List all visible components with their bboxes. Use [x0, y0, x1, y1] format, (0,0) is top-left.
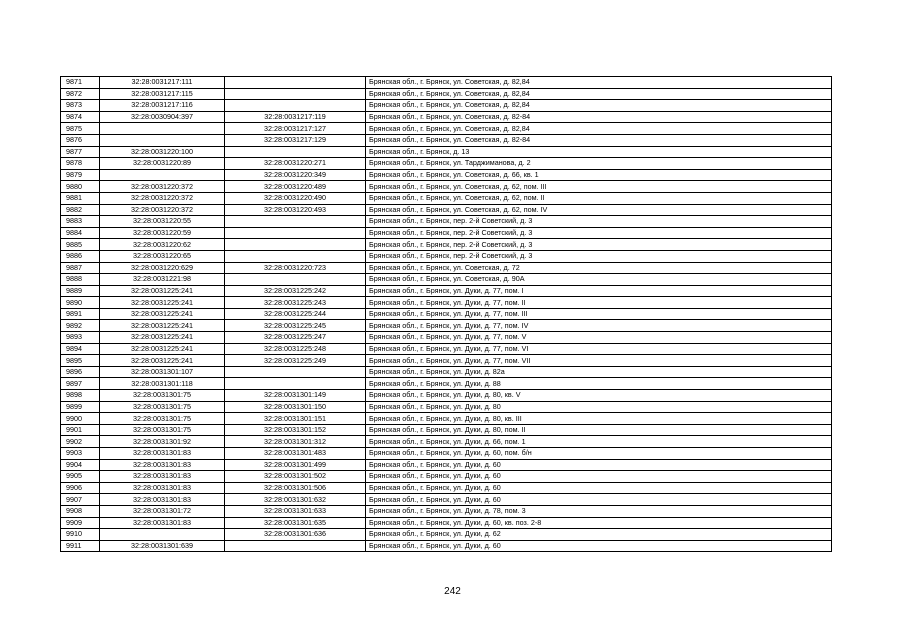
- related-cadastral-number-cell: [225, 146, 366, 158]
- table-row: [61, 540, 832, 552]
- table-row: [61, 366, 832, 378]
- cadastral-number-cell: 32:28:0031221:98: [100, 274, 225, 286]
- row-number-cell: 9886: [61, 250, 100, 262]
- row-number-cell: 9880: [61, 181, 100, 193]
- table-row: [61, 146, 832, 158]
- related-cadastral-number-cell: [225, 378, 366, 390]
- row-number-cell: 9904: [61, 459, 100, 471]
- related-cadastral-number-cell: 32:28:0031301:633: [225, 505, 366, 517]
- cadastral-number-cell: [100, 134, 225, 146]
- address-cell: Брянская обл., г. Брянск, пер. 2-й Советский, д. 3: [366, 239, 832, 251]
- cadastral-number-cell: 32:28:0031220:100: [100, 146, 225, 158]
- row-number-cell: 9897: [61, 378, 100, 390]
- cadastral-number-cell: 32:28:0031301:118: [100, 378, 225, 390]
- table-row: [61, 123, 832, 135]
- related-cadastral-number-cell: [225, 366, 366, 378]
- cadastral-number-cell: 32:28:0031217:111: [100, 77, 225, 89]
- cadastral-number-cell: 32:28:0031301:83: [100, 517, 225, 529]
- cadastral-number-cell: 32:28:0031225:241: [100, 297, 225, 309]
- row-number-cell: 9879: [61, 169, 100, 181]
- related-cadastral-number-cell: [225, 216, 366, 228]
- related-cadastral-number-cell: 32:28:0031301:632: [225, 494, 366, 506]
- row-number-cell: 9878: [61, 158, 100, 170]
- table-row: [61, 436, 832, 448]
- table-row: [61, 250, 832, 262]
- address-cell: Брянская обл., г. Брянск, ул. Дуки, д. 82а: [366, 366, 832, 378]
- table-row: [61, 401, 832, 413]
- related-cadastral-number-cell: [225, 88, 366, 100]
- row-number-cell: 9884: [61, 227, 100, 239]
- cadastral-number-cell: 32:28:0031220:372: [100, 204, 225, 216]
- related-cadastral-number-cell: 32:28:0031217:119: [225, 111, 366, 123]
- row-number-cell: 9883: [61, 216, 100, 228]
- address-cell: Брянская обл., г. Брянск, ул. Дуки, д. 78, пом. 3: [366, 505, 832, 517]
- cadastral-number-cell: [100, 123, 225, 135]
- table-row: [61, 378, 832, 390]
- table-row: [61, 459, 832, 471]
- cadastral-number-cell: 32:28:0031217:116: [100, 100, 225, 112]
- related-cadastral-number-cell: 32:28:0031220:493: [225, 204, 366, 216]
- address-cell: Брянская обл., г. Брянск, ул. Дуки, д. 77, пом. I: [366, 285, 832, 297]
- row-number-cell: 9891: [61, 308, 100, 320]
- table-row: [61, 134, 832, 146]
- cadastral-number-cell: 32:28:0031301:83: [100, 482, 225, 494]
- cadastral-number-cell: 32:28:0031301:639: [100, 540, 225, 552]
- row-number-cell: 9885: [61, 239, 100, 251]
- cadastral-number-cell: 32:28:0031301:72: [100, 505, 225, 517]
- row-number-cell: 9902: [61, 436, 100, 448]
- address-cell: Брянская обл., г. Брянск, ул. Дуки, д. 77, пом. VI: [366, 343, 832, 355]
- related-cadastral-number-cell: 32:28:0031220:489: [225, 181, 366, 193]
- related-cadastral-number-cell: 32:28:0031301:152: [225, 424, 366, 436]
- address-cell: Брянская обл., г. Брянск, ул. Дуки, д. 77, пом. III: [366, 308, 832, 320]
- related-cadastral-number-cell: 32:28:0031225:242: [225, 285, 366, 297]
- related-cadastral-number-cell: 32:28:0031301:635: [225, 517, 366, 529]
- row-number-cell: 9910: [61, 529, 100, 541]
- table-row: [61, 308, 832, 320]
- row-number-cell: 9877: [61, 146, 100, 158]
- related-cadastral-number-cell: [225, 77, 366, 89]
- address-cell: Брянская обл., г. Брянск, ул. Дуки, д. 66, пом. 1: [366, 436, 832, 448]
- address-cell: Брянская обл., г. Брянск, ул. Дуки, д. 77, пом. II: [366, 297, 832, 309]
- cadastral-number-cell: 32:28:0031301:75: [100, 424, 225, 436]
- address-cell: Брянская обл., г. Брянск, ул. Советская, д. 82,84: [366, 88, 832, 100]
- table-row: [61, 192, 832, 204]
- address-cell: Брянская обл., г. Брянск, ул. Дуки, д. 77, пом. IV: [366, 320, 832, 332]
- table-row: [61, 424, 832, 436]
- cadastral-number-cell: 32:28:0031220:65: [100, 250, 225, 262]
- row-number-cell: 9898: [61, 390, 100, 402]
- row-number-cell: 9876: [61, 134, 100, 146]
- address-cell: Брянская обл., г. Брянск, ул. Советская, д. 62, пом. III: [366, 181, 832, 193]
- address-cell: Брянская обл., г. Брянск, ул. Советская, д. 90А: [366, 274, 832, 286]
- property-registry-table: [60, 76, 832, 552]
- cadastral-number-cell: [100, 169, 225, 181]
- address-cell: Брянская обл., г. Брянск, ул. Дуки, д. 60: [366, 540, 832, 552]
- address-cell: Брянская обл., г. Брянск, ул. Дуки, д. 60: [366, 482, 832, 494]
- table-row: [61, 448, 832, 460]
- table-row: [61, 320, 832, 332]
- cadastral-number-cell: 32:28:0031220:372: [100, 192, 225, 204]
- address-cell: Брянская обл., г. Брянск, ул. Дуки, д. 60, пом. б/н: [366, 448, 832, 460]
- cadastral-number-cell: 32:28:0031301:75: [100, 390, 225, 402]
- address-cell: Брянская обл., г. Брянск, ул. Советская, д. 62, пом. IV: [366, 204, 832, 216]
- address-cell: Брянская обл., г. Брянск, ул. Дуки, д. 88: [366, 378, 832, 390]
- cadastral-number-cell: 32:28:0031220:62: [100, 239, 225, 251]
- related-cadastral-number-cell: [225, 250, 366, 262]
- related-cadastral-number-cell: 32:28:0031220:349: [225, 169, 366, 181]
- cadastral-number-cell: 32:28:0031301:75: [100, 401, 225, 413]
- address-cell: Брянская обл., г. Брянск, ул. Дуки, д. 80, кв. III: [366, 413, 832, 425]
- cadastral-number-cell: 32:28:0031301:83: [100, 471, 225, 483]
- cadastral-number-cell: 32:28:0031301:83: [100, 459, 225, 471]
- table-body: [61, 77, 832, 552]
- cadastral-number-cell: 32:28:0031301:75: [100, 413, 225, 425]
- table-row: [61, 471, 832, 483]
- related-cadastral-number-cell: [225, 100, 366, 112]
- row-number-cell: 9900: [61, 413, 100, 425]
- table-row: [61, 390, 832, 402]
- address-cell: Брянская обл., г. Брянск, ул. Дуки, д. 60: [366, 471, 832, 483]
- table-row: [61, 343, 832, 355]
- related-cadastral-number-cell: 32:28:0031225:247: [225, 332, 366, 344]
- table-row: [61, 111, 832, 123]
- cadastral-number-cell: 32:28:0031217:115: [100, 88, 225, 100]
- row-number-cell: 9881: [61, 192, 100, 204]
- cadastral-number-cell: 32:28:0031225:241: [100, 285, 225, 297]
- row-number-cell: 9888: [61, 274, 100, 286]
- related-cadastral-number-cell: 32:28:0031301:483: [225, 448, 366, 460]
- related-cadastral-number-cell: [225, 540, 366, 552]
- address-cell: Брянская обл., г. Брянск, ул. Дуки, д. 62: [366, 529, 832, 541]
- address-cell: Брянская обл., г. Брянск, ул. Дуки, д. 60, кв. поз. 2-8: [366, 517, 832, 529]
- row-number-cell: 9908: [61, 505, 100, 517]
- address-cell: Брянская обл., г. Брянск, д. 13: [366, 146, 832, 158]
- cadastral-number-cell: 32:28:0031301:107: [100, 366, 225, 378]
- table-row: [61, 88, 832, 100]
- table-row: [61, 505, 832, 517]
- row-number-cell: 9892: [61, 320, 100, 332]
- related-cadastral-number-cell: 32:28:0031225:249: [225, 355, 366, 367]
- table-row: [61, 227, 832, 239]
- related-cadastral-number-cell: [225, 239, 366, 251]
- row-number-cell: 9906: [61, 482, 100, 494]
- row-number-cell: 9875: [61, 123, 100, 135]
- address-cell: Брянская обл., г. Брянск, ул. Советская, д. 72: [366, 262, 832, 274]
- table-row: [61, 413, 832, 425]
- table-row: [61, 181, 832, 193]
- related-cadastral-number-cell: 32:28:0031301:502: [225, 471, 366, 483]
- table-row: [61, 216, 832, 228]
- address-cell: Брянская обл., г. Брянск, ул. Советская, д. 82,84: [366, 100, 832, 112]
- table-row: [61, 204, 832, 216]
- cadastral-number-cell: 32:28:0031220:59: [100, 227, 225, 239]
- related-cadastral-number-cell: 32:28:0031301:151: [225, 413, 366, 425]
- cadastral-number-cell: 32:28:0030904:397: [100, 111, 225, 123]
- address-cell: Брянская обл., г. Брянск, ул. Дуки, д. 60: [366, 494, 832, 506]
- table-row: [61, 100, 832, 112]
- address-cell: Брянская обл., г. Брянск, пер. 2-й Советский, д. 3: [366, 227, 832, 239]
- table-row: [61, 262, 832, 274]
- cadastral-number-cell: 32:28:0031220:372: [100, 181, 225, 193]
- row-number-cell: 9872: [61, 88, 100, 100]
- related-cadastral-number-cell: 32:28:0031225:248: [225, 343, 366, 355]
- related-cadastral-number-cell: [225, 274, 366, 286]
- row-number-cell: 9899: [61, 401, 100, 413]
- cadastral-number-cell: 32:28:0031225:241: [100, 343, 225, 355]
- row-number-cell: 9882: [61, 204, 100, 216]
- address-cell: Брянская обл., г. Брянск, ул. Дуки, д. 80: [366, 401, 832, 413]
- address-cell: Брянская обл., г. Брянск, ул. Тарджиманова, д. 2: [366, 158, 832, 170]
- address-cell: Брянская обл., г. Брянск, ул. Советская, д. 82-84: [366, 134, 832, 146]
- cadastral-number-cell: 32:28:0031301:92: [100, 436, 225, 448]
- table-row: [61, 77, 832, 89]
- cadastral-number-cell: 32:28:0031225:241: [100, 355, 225, 367]
- related-cadastral-number-cell: 32:28:0031217:127: [225, 123, 366, 135]
- cadastral-number-cell: 32:28:0031301:83: [100, 448, 225, 460]
- related-cadastral-number-cell: 32:28:0031301:312: [225, 436, 366, 448]
- address-cell: Брянская обл., г. Брянск, ул. Советская, д. 66, кв. 1: [366, 169, 832, 181]
- table-row: [61, 158, 832, 170]
- row-number-cell: 9893: [61, 332, 100, 344]
- table-row: [61, 355, 832, 367]
- cadastral-number-cell: 32:28:0031225:241: [100, 320, 225, 332]
- address-cell: Брянская обл., г. Брянск, ул. Дуки, д. 80, пом. II: [366, 424, 832, 436]
- row-number-cell: 9871: [61, 77, 100, 89]
- cadastral-number-cell: 32:28:0031220:89: [100, 158, 225, 170]
- row-number-cell: 9903: [61, 448, 100, 460]
- related-cadastral-number-cell: 32:28:0031301:499: [225, 459, 366, 471]
- row-number-cell: 9889: [61, 285, 100, 297]
- row-number-cell: 9887: [61, 262, 100, 274]
- address-cell: Брянская обл., г. Брянск, ул. Советская, д. 82-84: [366, 111, 832, 123]
- table-row: [61, 274, 832, 286]
- related-cadastral-number-cell: 32:28:0031301:506: [225, 482, 366, 494]
- table-row: [61, 529, 832, 541]
- related-cadastral-number-cell: 32:28:0031220:723: [225, 262, 366, 274]
- row-number-cell: 9894: [61, 343, 100, 355]
- cadastral-number-cell: 32:28:0031225:241: [100, 332, 225, 344]
- row-number-cell: 9909: [61, 517, 100, 529]
- address-cell: Брянская обл., г. Брянск, пер. 2-й Советский, д. 3: [366, 216, 832, 228]
- row-number-cell: 9895: [61, 355, 100, 367]
- address-cell: Брянская обл., г. Брянск, пер. 2-й Советский, д. 3: [366, 250, 832, 262]
- address-cell: Брянская обл., г. Брянск, ул. Дуки, д. 77, пом. V: [366, 332, 832, 344]
- row-number-cell: 9901: [61, 424, 100, 436]
- cadastral-number-cell: 32:28:0031220:629: [100, 262, 225, 274]
- related-cadastral-number-cell: 32:28:0031225:244: [225, 308, 366, 320]
- address-cell: Брянская обл., г. Брянск, ул. Дуки, д. 60: [366, 459, 832, 471]
- address-cell: Брянская обл., г. Брянск, ул. Дуки, д. 77, пом. VII: [366, 355, 832, 367]
- page-number: 242: [444, 586, 461, 597]
- row-number-cell: 9890: [61, 297, 100, 309]
- related-cadastral-number-cell: 32:28:0031225:245: [225, 320, 366, 332]
- table-row: [61, 297, 832, 309]
- table-row: [61, 494, 832, 506]
- table-row: [61, 285, 832, 297]
- related-cadastral-number-cell: [225, 227, 366, 239]
- table-row: [61, 517, 832, 529]
- table-row: [61, 239, 832, 251]
- cadastral-number-cell: [100, 529, 225, 541]
- table-row: [61, 482, 832, 494]
- row-number-cell: 9905: [61, 471, 100, 483]
- address-cell: Брянская обл., г. Брянск, ул. Советская, д. 62, пом. II: [366, 192, 832, 204]
- related-cadastral-number-cell: 32:28:0031220:271: [225, 158, 366, 170]
- row-number-cell: 9911: [61, 540, 100, 552]
- table-row: [61, 169, 832, 181]
- cadastral-number-cell: 32:28:0031220:55: [100, 216, 225, 228]
- cadastral-number-cell: 32:28:0031225:241: [100, 308, 225, 320]
- row-number-cell: 9896: [61, 366, 100, 378]
- related-cadastral-number-cell: 32:28:0031301:149: [225, 390, 366, 402]
- address-cell: Брянская обл., г. Брянск, ул. Советская, д. 82,84: [366, 77, 832, 89]
- cadastral-number-cell: 32:28:0031301:83: [100, 494, 225, 506]
- related-cadastral-number-cell: 32:28:0031301:150: [225, 401, 366, 413]
- address-cell: Брянская обл., г. Брянск, ул. Дуки, д. 80, кв. V: [366, 390, 832, 402]
- row-number-cell: 9873: [61, 100, 100, 112]
- related-cadastral-number-cell: 32:28:0031220:490: [225, 192, 366, 204]
- related-cadastral-number-cell: 32:28:0031301:636: [225, 529, 366, 541]
- related-cadastral-number-cell: 32:28:0031217:129: [225, 134, 366, 146]
- related-cadastral-number-cell: 32:28:0031225:243: [225, 297, 366, 309]
- row-number-cell: 9874: [61, 111, 100, 123]
- table-row: [61, 332, 832, 344]
- row-number-cell: 9907: [61, 494, 100, 506]
- address-cell: Брянская обл., г. Брянск, ул. Советская, д. 82,84: [366, 123, 832, 135]
